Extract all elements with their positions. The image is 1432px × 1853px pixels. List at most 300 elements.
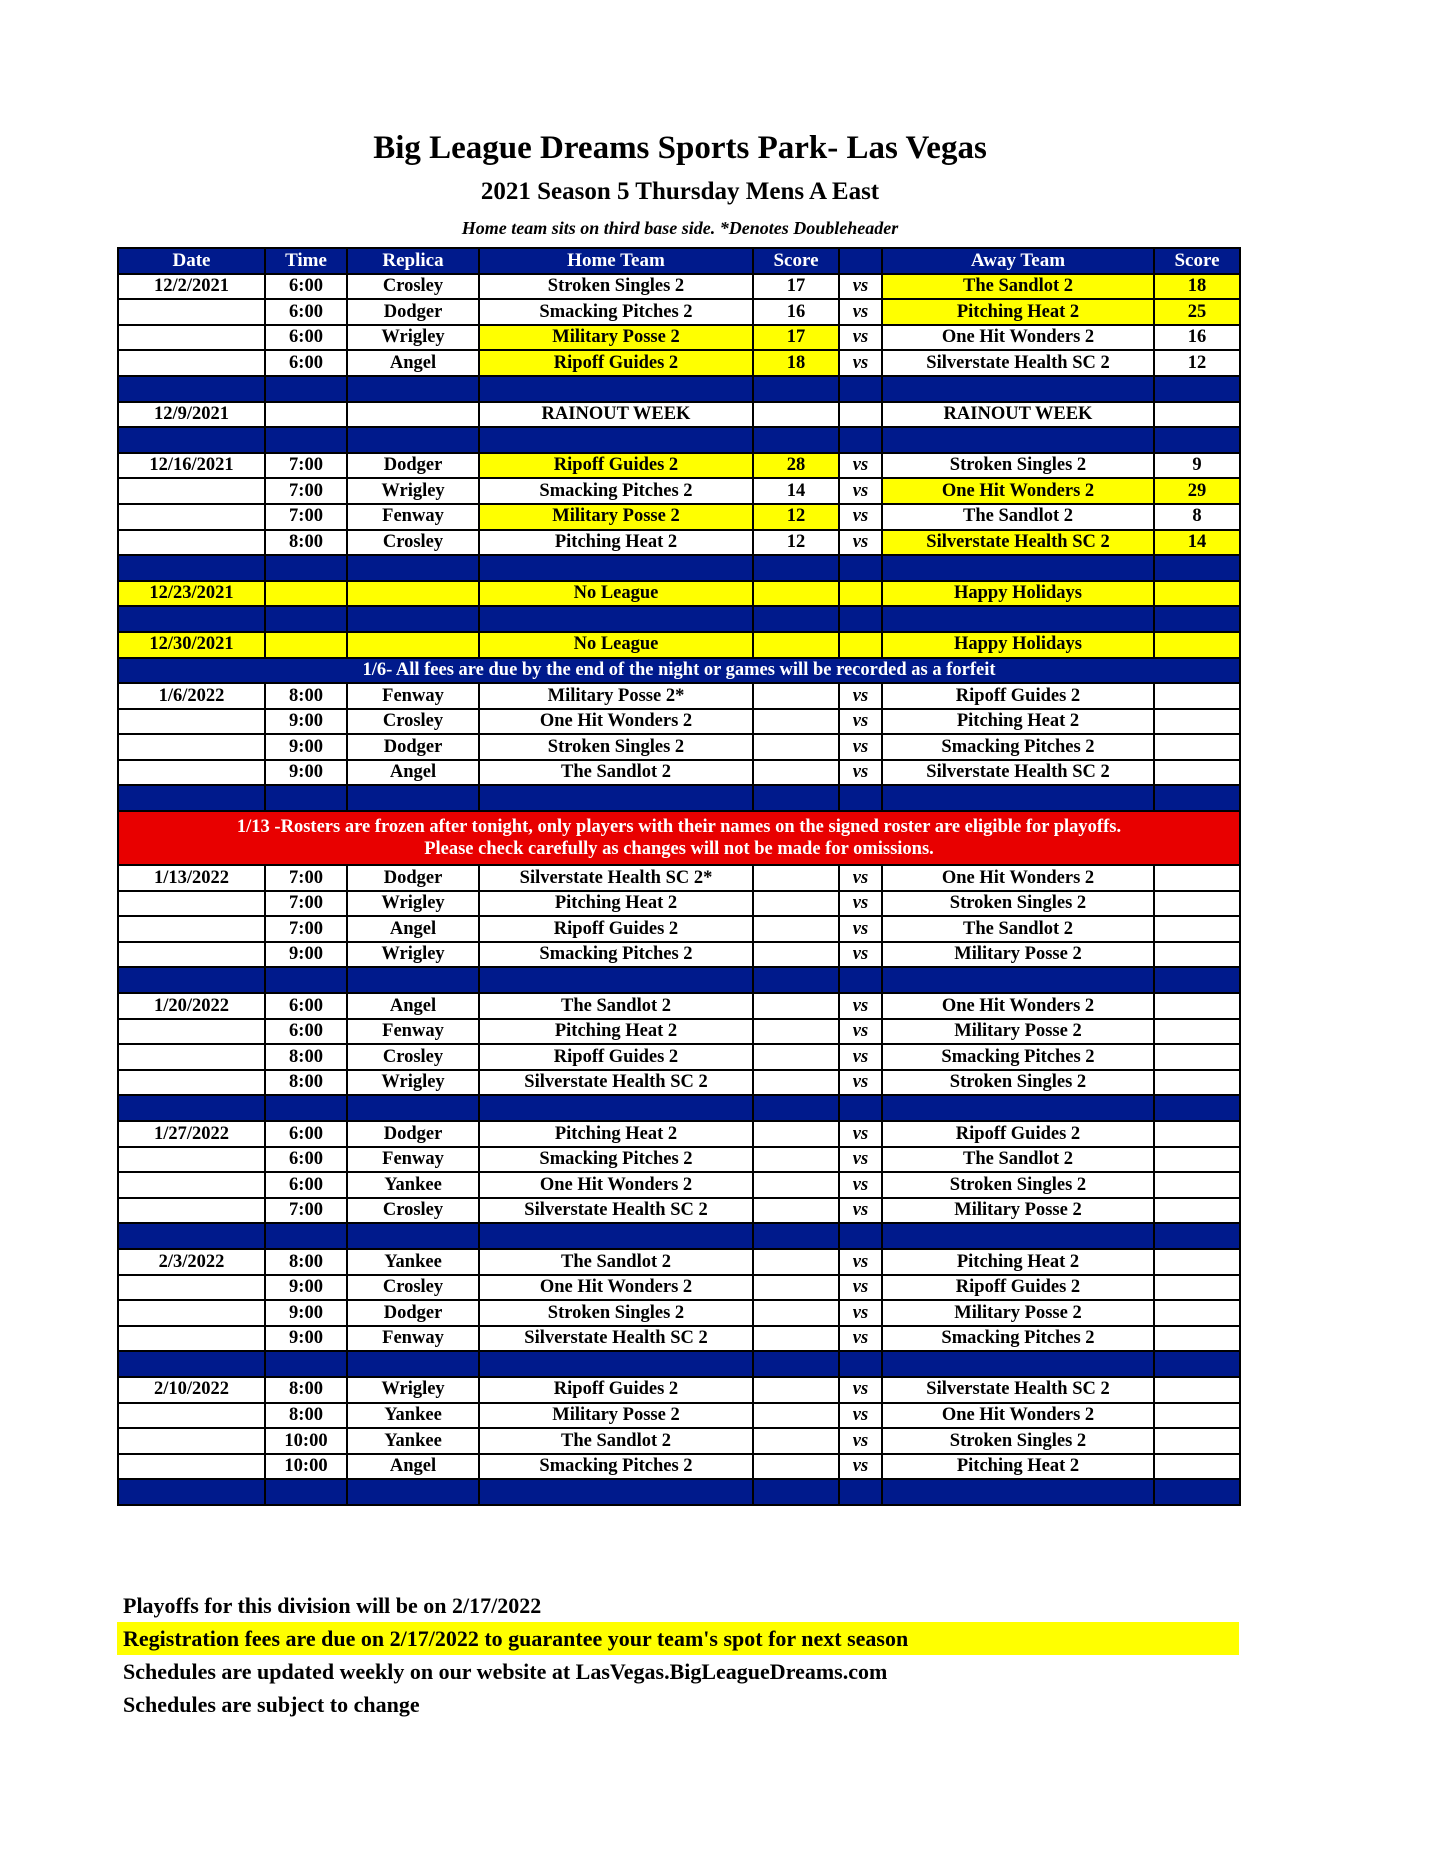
- away-score: [1154, 942, 1240, 968]
- home-score: [753, 1275, 839, 1301]
- away-score: [1154, 1249, 1240, 1275]
- home-team: Military Posse 2: [479, 325, 753, 351]
- separator-cell: [839, 376, 882, 402]
- separator-cell: [882, 555, 1154, 581]
- home-score: 14: [753, 478, 839, 504]
- game-date: [118, 1300, 265, 1326]
- separator-cell: [753, 1479, 839, 1505]
- table-row: [118, 1300, 1240, 1326]
- vs-label: vs: [839, 1044, 882, 1070]
- game-time: 7:00: [265, 865, 347, 891]
- away-score: 25: [1154, 299, 1240, 325]
- separator-cell: [347, 555, 479, 581]
- separator-cell: [839, 1479, 882, 1505]
- away-team: Silverstate Health SC 2: [882, 1377, 1154, 1403]
- game-date: [118, 1044, 265, 1070]
- game-field: Angel: [347, 916, 479, 942]
- vs-label: vs: [839, 993, 882, 1019]
- separator-cell: [753, 967, 839, 993]
- away-team: Ripoff Guides 2: [882, 683, 1154, 709]
- away-score: [1154, 1300, 1240, 1326]
- header-away-team: Away Team: [882, 248, 1154, 274]
- week-status: No League: [479, 581, 753, 607]
- game-field: Wrigley: [347, 942, 479, 968]
- game-date: [118, 942, 265, 968]
- home-team: The Sandlot 2: [479, 1428, 753, 1454]
- vs-label: vs: [839, 1198, 882, 1224]
- separator-cell: [1154, 555, 1240, 581]
- away-score: 29: [1154, 478, 1240, 504]
- game-date: 12/2/2021: [118, 274, 265, 300]
- away-team: One Hit Wonders 2: [882, 1403, 1154, 1429]
- home-score: [753, 1121, 839, 1147]
- home-team: One Hit Wonders 2: [479, 1275, 753, 1301]
- game-time: 6:00: [265, 1121, 347, 1147]
- vs-label: vs: [839, 1377, 882, 1403]
- home-score: 16: [753, 299, 839, 325]
- separator-cell: [839, 555, 882, 581]
- separator-row: [118, 376, 1240, 402]
- home-score: [753, 1044, 839, 1070]
- playoffs-note: Playoffs for this division will be on 2/17/2022: [123, 1593, 542, 1618]
- separator-cell: [479, 1223, 753, 1249]
- table-row: [118, 1275, 1240, 1301]
- away-team: One Hit Wonders 2: [882, 478, 1154, 504]
- away-team: Stroken Singles 2: [882, 453, 1154, 479]
- vs-label: vs: [839, 1300, 882, 1326]
- separator-cell: [753, 1095, 839, 1121]
- away-team: Pitching Heat 2: [882, 1454, 1154, 1480]
- home-score: [753, 1019, 839, 1045]
- separator-row: [118, 1479, 1240, 1505]
- separator-cell: [118, 606, 265, 632]
- fees-notice: 1/6- All fees are due by the end of the night or games will be recorded as a forfeit: [118, 658, 1240, 684]
- separator-cell: [1154, 1095, 1240, 1121]
- vs-label: vs: [839, 734, 882, 760]
- vs-label: vs: [839, 942, 882, 968]
- separator-cell: [479, 1095, 753, 1121]
- vs-label: vs: [839, 865, 882, 891]
- game-time: 6:00: [265, 350, 347, 376]
- home-team: Military Posse 2: [479, 1403, 753, 1429]
- separator-cell: [882, 606, 1154, 632]
- table-row: [118, 350, 1240, 376]
- away-score: [1154, 1198, 1240, 1224]
- away-score: [1154, 1147, 1240, 1173]
- home-team: Smacking Pitches 2: [479, 299, 753, 325]
- game-field: Angel: [347, 760, 479, 786]
- home-score: 17: [753, 274, 839, 300]
- separator-cell: [753, 376, 839, 402]
- home-score: [753, 1403, 839, 1429]
- game-time: 7:00: [265, 1198, 347, 1224]
- separator-cell: [1154, 427, 1240, 453]
- separator-cell: [118, 555, 265, 581]
- schedule-note: Home team sits on third base side. *Denotes Doubleheader: [461, 218, 899, 238]
- away-team: The Sandlot 2: [882, 274, 1154, 300]
- home-team: Military Posse 2*: [479, 683, 753, 709]
- table-header-row: [118, 248, 1240, 274]
- game-date: [118, 1275, 265, 1301]
- table-row: [118, 1147, 1240, 1173]
- game-time: 6:00: [265, 299, 347, 325]
- away-score: [1154, 1044, 1240, 1070]
- game-date: 2/3/2022: [118, 1249, 265, 1275]
- game-time: 6:00: [265, 1147, 347, 1173]
- game-time: 8:00: [265, 683, 347, 709]
- game-date: 1/13/2022: [118, 865, 265, 891]
- away-team: Stroken Singles 2: [882, 1172, 1154, 1198]
- away-score: [1154, 1377, 1240, 1403]
- no-league-row: [118, 632, 1240, 658]
- separator-cell: [347, 967, 479, 993]
- game-date: [118, 504, 265, 530]
- separator-cell: [479, 785, 753, 811]
- game-date: [118, 760, 265, 786]
- vs-label: vs: [839, 1454, 882, 1480]
- separator-cell: [118, 1223, 265, 1249]
- table-row: [118, 1249, 1240, 1275]
- separator-cell: [118, 427, 265, 453]
- game-field: Fenway: [347, 1147, 479, 1173]
- page-subtitle: 2021 Season 5 Thursday Mens A East: [480, 178, 880, 205]
- separator-cell: [882, 1095, 1154, 1121]
- game-field: Wrigley: [347, 325, 479, 351]
- separator-cell: [479, 427, 753, 453]
- game-field: Angel: [347, 350, 479, 376]
- separator-cell: [347, 606, 479, 632]
- empty-cell: [1154, 402, 1240, 428]
- vs-label: vs: [839, 274, 882, 300]
- home-score: [753, 1377, 839, 1403]
- game-date: [118, 1454, 265, 1480]
- separator-cell: [347, 1223, 479, 1249]
- game-date: [118, 1326, 265, 1352]
- separator-cell: [118, 1479, 265, 1505]
- table-row: [118, 1454, 1240, 1480]
- separator-cell: [1154, 1479, 1240, 1505]
- home-score: 28: [753, 453, 839, 479]
- game-field: Crosley: [347, 1275, 479, 1301]
- game-field: Yankee: [347, 1172, 479, 1198]
- game-field: Angel: [347, 1454, 479, 1480]
- home-score: [753, 1172, 839, 1198]
- game-time: 10:00: [265, 1454, 347, 1480]
- game-time: 9:00: [265, 1326, 347, 1352]
- game-field: Crosley: [347, 1198, 479, 1224]
- game-time: 6:00: [265, 274, 347, 300]
- separator-cell: [265, 785, 347, 811]
- separator-cell: [839, 427, 882, 453]
- table-row: [118, 1121, 1240, 1147]
- game-field: Dodger: [347, 865, 479, 891]
- home-team: Pitching Heat 2: [479, 1019, 753, 1045]
- separator-cell: [882, 427, 1154, 453]
- away-team: Silverstate Health SC 2: [882, 760, 1154, 786]
- home-team: Silverstate Health SC 2: [479, 1198, 753, 1224]
- home-score: [753, 916, 839, 942]
- away-score: [1154, 760, 1240, 786]
- separator-cell: [753, 606, 839, 632]
- game-field: Fenway: [347, 1019, 479, 1045]
- separator-cell: [753, 427, 839, 453]
- away-team: Silverstate Health SC 2: [882, 530, 1154, 556]
- separator-cell: [265, 967, 347, 993]
- home-score: [753, 1070, 839, 1096]
- table-row: [118, 453, 1240, 479]
- separator-cell: [347, 1351, 479, 1377]
- game-field: Wrigley: [347, 478, 479, 504]
- home-team: The Sandlot 2: [479, 760, 753, 786]
- game-field: Wrigley: [347, 1070, 479, 1096]
- table-row: [118, 274, 1240, 300]
- header-date: Date: [118, 248, 265, 274]
- away-score: 18: [1154, 274, 1240, 300]
- game-time: 6:00: [265, 993, 347, 1019]
- table-row: [118, 1172, 1240, 1198]
- home-score: [753, 734, 839, 760]
- home-team: Ripoff Guides 2: [479, 1377, 753, 1403]
- game-time: 9:00: [265, 760, 347, 786]
- game-date: [118, 1198, 265, 1224]
- home-team: Silverstate Health SC 2*: [479, 865, 753, 891]
- header-home-team: Home Team: [479, 248, 753, 274]
- game-time: 7:00: [265, 891, 347, 917]
- separator-row: [118, 427, 1240, 453]
- game-field: Yankee: [347, 1428, 479, 1454]
- game-date: [118, 916, 265, 942]
- home-team: Ripoff Guides 2: [479, 1044, 753, 1070]
- header-time: Time: [265, 248, 347, 274]
- vs-label: vs: [839, 1428, 882, 1454]
- week-message: Happy Holidays: [882, 632, 1154, 658]
- separator-cell: [479, 967, 753, 993]
- separator-cell: [1154, 1351, 1240, 1377]
- away-team: Smacking Pitches 2: [882, 734, 1154, 760]
- separator-cell: [882, 1223, 1154, 1249]
- away-score: [1154, 993, 1240, 1019]
- table-row: [118, 530, 1240, 556]
- game-time: 8:00: [265, 530, 347, 556]
- game-time: 9:00: [265, 1275, 347, 1301]
- empty-cell: [265, 402, 347, 428]
- away-team: Stroken Singles 2: [882, 1428, 1154, 1454]
- separator-cell: [839, 785, 882, 811]
- home-score: [753, 942, 839, 968]
- away-score: [1154, 1172, 1240, 1198]
- home-team: Pitching Heat 2: [479, 891, 753, 917]
- game-time: 10:00: [265, 1428, 347, 1454]
- vs-label: vs: [839, 709, 882, 735]
- home-score: [753, 709, 839, 735]
- game-date: [118, 734, 265, 760]
- vs-label: vs: [839, 1019, 882, 1045]
- vs-label: vs: [839, 1172, 882, 1198]
- separator-cell: [347, 785, 479, 811]
- roster-notice-line2: Please check carefully as changes will not be made for omissions.: [424, 839, 934, 860]
- vs-label: vs: [839, 1121, 882, 1147]
- vs-label: vs: [839, 530, 882, 556]
- away-score: [1154, 865, 1240, 891]
- game-time: 9:00: [265, 734, 347, 760]
- away-score: [1154, 1121, 1240, 1147]
- table-row: [118, 478, 1240, 504]
- table-row: [118, 709, 1240, 735]
- away-score: [1154, 734, 1240, 760]
- separator-cell: [882, 376, 1154, 402]
- game-date: [118, 1147, 265, 1173]
- game-time: 9:00: [265, 1300, 347, 1326]
- home-team: One Hit Wonders 2: [479, 709, 753, 735]
- empty-cell: [1154, 632, 1240, 658]
- table-row: [118, 1070, 1240, 1096]
- game-field: Wrigley: [347, 1377, 479, 1403]
- game-time: 8:00: [265, 1377, 347, 1403]
- table-row: [118, 683, 1240, 709]
- game-time: 8:00: [265, 1070, 347, 1096]
- home-score: [753, 683, 839, 709]
- home-score: [753, 865, 839, 891]
- separator-cell: [265, 376, 347, 402]
- empty-cell: [265, 581, 347, 607]
- vs-label: vs: [839, 916, 882, 942]
- table-row: [118, 916, 1240, 942]
- game-date: [118, 350, 265, 376]
- table-row: [118, 1326, 1240, 1352]
- away-team: Military Posse 2: [882, 1300, 1154, 1326]
- separator-cell: [1154, 785, 1240, 811]
- separator-cell: [479, 555, 753, 581]
- vs-label: vs: [839, 453, 882, 479]
- roster-notice: [118, 811, 1240, 865]
- game-field: Crosley: [347, 709, 479, 735]
- away-team: One Hit Wonders 2: [882, 993, 1154, 1019]
- home-team: Silverstate Health SC 2: [479, 1326, 753, 1352]
- game-date: [118, 1172, 265, 1198]
- separator-cell: [1154, 606, 1240, 632]
- week-date: 12/9/2021: [118, 402, 265, 428]
- separator-cell: [265, 1223, 347, 1249]
- game-time: 7:00: [265, 478, 347, 504]
- game-field: Dodger: [347, 1121, 479, 1147]
- away-score: 14: [1154, 530, 1240, 556]
- table-row: [118, 734, 1240, 760]
- game-date: [118, 1019, 265, 1045]
- game-time: 9:00: [265, 942, 347, 968]
- empty-cell: [347, 402, 479, 428]
- separator-row: [118, 967, 1240, 993]
- game-field: Fenway: [347, 683, 479, 709]
- away-score: [1154, 709, 1240, 735]
- table-row: [118, 760, 1240, 786]
- separator-cell: [882, 1351, 1154, 1377]
- roster-notice-row: [118, 811, 1240, 865]
- away-score: [1154, 1403, 1240, 1429]
- home-score: [753, 993, 839, 1019]
- separator-cell: [479, 1351, 753, 1377]
- table-row: [118, 325, 1240, 351]
- vs-label: vs: [839, 1147, 882, 1173]
- away-team: The Sandlot 2: [882, 1147, 1154, 1173]
- away-score: [1154, 1275, 1240, 1301]
- game-field: Dodger: [347, 453, 479, 479]
- away-score: [1154, 916, 1240, 942]
- table-row: [118, 993, 1240, 1019]
- game-field: Crosley: [347, 1044, 479, 1070]
- empty-cell: [839, 581, 882, 607]
- vs-label: vs: [839, 325, 882, 351]
- separator-cell: [1154, 376, 1240, 402]
- away-team: Stroken Singles 2: [882, 1070, 1154, 1096]
- separator-cell: [882, 967, 1154, 993]
- separator-cell: [265, 1479, 347, 1505]
- home-team: Ripoff Guides 2: [479, 916, 753, 942]
- away-score: [1154, 683, 1240, 709]
- separator-row: [118, 785, 1240, 811]
- empty-cell: [753, 632, 839, 658]
- vs-label: vs: [839, 1403, 882, 1429]
- home-score: [753, 760, 839, 786]
- away-team: Pitching Heat 2: [882, 1249, 1154, 1275]
- game-date: [118, 299, 265, 325]
- away-team: Pitching Heat 2: [882, 299, 1154, 325]
- home-score: 12: [753, 530, 839, 556]
- home-score: [753, 891, 839, 917]
- rainout-row: [118, 402, 1240, 428]
- game-time: 6:00: [265, 1172, 347, 1198]
- home-team: One Hit Wonders 2: [479, 1172, 753, 1198]
- table-row: [118, 1377, 1240, 1403]
- home-team: Smacking Pitches 2: [479, 1454, 753, 1480]
- home-team: Ripoff Guides 2: [479, 350, 753, 376]
- table-row: [118, 942, 1240, 968]
- home-score: 18: [753, 350, 839, 376]
- home-score: [753, 1147, 839, 1173]
- header-replica: Replica: [347, 248, 479, 274]
- away-score: [1154, 1019, 1240, 1045]
- away-team: Silverstate Health SC 2: [882, 350, 1154, 376]
- home-team: Stroken Singles 2: [479, 1300, 753, 1326]
- away-team: Pitching Heat 2: [882, 709, 1154, 735]
- game-time: 8:00: [265, 1403, 347, 1429]
- away-team: Military Posse 2: [882, 1019, 1154, 1045]
- game-time: 8:00: [265, 1044, 347, 1070]
- week-status: No League: [479, 632, 753, 658]
- away-score: [1154, 1454, 1240, 1480]
- separator-cell: [347, 1095, 479, 1121]
- empty-cell: [753, 402, 839, 428]
- separator-cell: [265, 1095, 347, 1121]
- home-score: 12: [753, 504, 839, 530]
- home-team: Stroken Singles 2: [479, 274, 753, 300]
- table-row: [118, 504, 1240, 530]
- game-field: Fenway: [347, 504, 479, 530]
- away-team: Ripoff Guides 2: [882, 1275, 1154, 1301]
- game-time: 8:00: [265, 1249, 347, 1275]
- separator-row: [118, 1095, 1240, 1121]
- website-note: Schedules are updated weekly on our website at LasVegas.BigLeagueDreams.com: [123, 1659, 888, 1684]
- home-team: Smacking Pitches 2: [479, 478, 753, 504]
- away-score: [1154, 1428, 1240, 1454]
- empty-cell: [1154, 581, 1240, 607]
- game-field: Dodger: [347, 734, 479, 760]
- notice-row: [118, 658, 1240, 684]
- game-time: 9:00: [265, 709, 347, 735]
- game-date: 1/20/2022: [118, 993, 265, 1019]
- vs-label: vs: [839, 1326, 882, 1352]
- separator-cell: [1154, 967, 1240, 993]
- game-date: [118, 1070, 265, 1096]
